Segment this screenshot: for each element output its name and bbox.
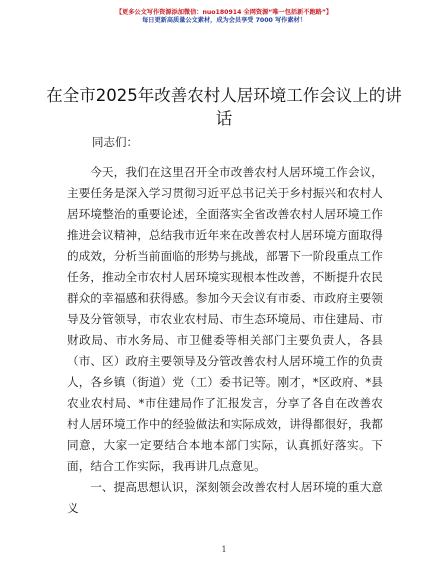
greeting: 同志们：: [92, 135, 138, 149]
opening-paragraph: 今天，我们在这里召开全市改善农村人居环境工作会议，主要任务是深入学习贯彻习近平总书记关于乡村振兴和农村人居环境整治的重要论述，全面落实全省改善农村人居环境工作推进会议精神，总结我市近年来在改善农村人居环境方面取得的成效，分析当前面临的形势与挑战，部署下一阶段重点工作任务，推动全市农村人居环境实现根本性改善，不断提升农民群众的幸福感和获得感。参加今天会议有市委、市政府主要领导及分管领导，市农业农村局、市生态环境局、市住建局、市财政局、市水务局、市卫健委等相关部门主要负责人，各县（市、区）政府主要领导及分管改善农村人居环境工作的负责人，各乡镇（街道）党（工）委书记等。刚才，*区政府、*县农业农村局、*市住建局作了汇报发言，分享了各自在改善农村人居环境工作中的经验做法和实际成效，讲得都很好，我都同意，大家一定要结合本地本部门实际，认真抓好落实。下面，结合工作实际，我再讲几点意见。: [67, 165, 383, 473]
page-number: 1: [221, 545, 227, 554]
promo-banner: [0, 9, 448, 26]
promo-banner-line-1: 【更多公文写作资源添加微信：nuo180914 全网资源“唯一包括新不跑路”】: [115, 9, 333, 16]
promo-banner-line-2: 每日更新高质量公文素材，成为会员享受 7000 写作素材！: [142, 17, 306, 25]
section-heading-1: 一、提高思想认识，深刻领会改善农村人居环境的重大意义: [67, 480, 383, 515]
document-body: [67, 162, 383, 519]
document-title: 在全市2025年改善农村人居环境工作会议上的讲话: [46, 86, 402, 128]
